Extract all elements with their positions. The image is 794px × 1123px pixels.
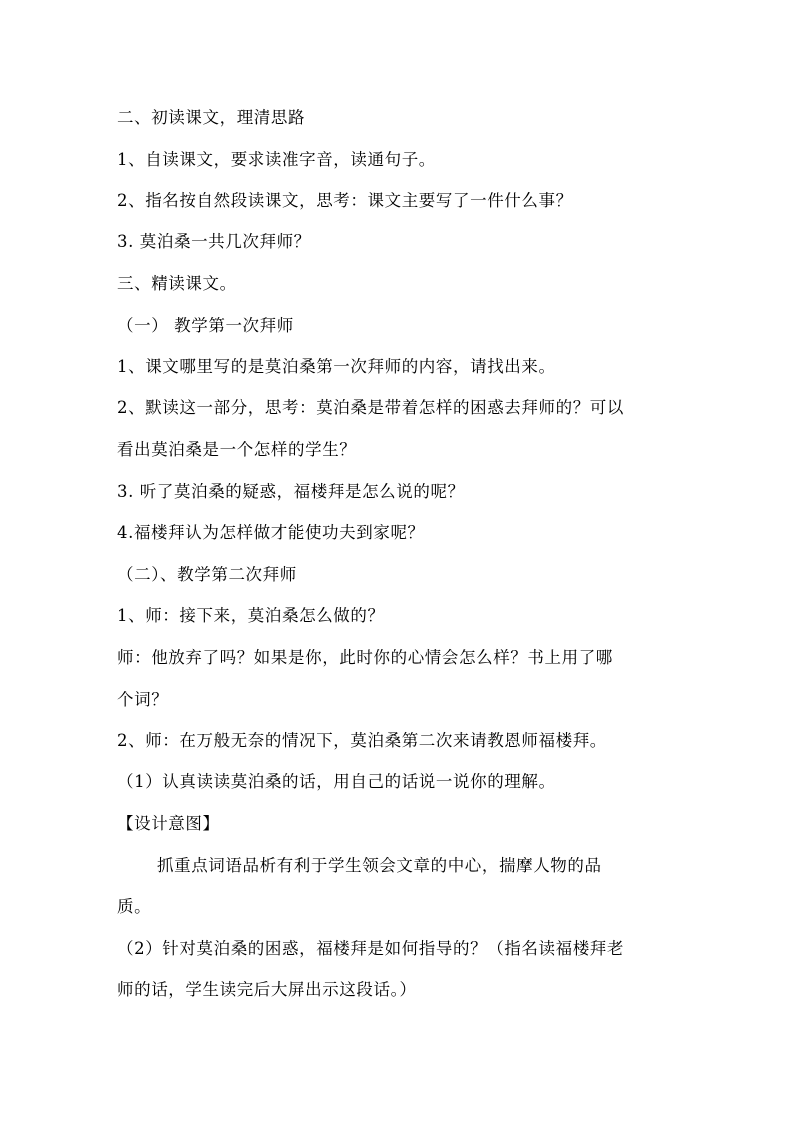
design-intent-text: 抓重点词语品析有利于学生领会文章的中心，揣摩人物的品 <box>157 856 602 875</box>
paragraph-line: 2、师：在万般无奈的情况下，莫泊桑第二次来请教恩师福楼拜。 <box>117 731 607 750</box>
design-intent-text: 质。 <box>117 897 152 916</box>
paragraph-line: 3. 听了莫泊桑的疑惑，福楼拜是怎么说的呢？ <box>117 482 465 501</box>
paragraph-line: 2、指名按自然段读课文，思考：课文主要写了一件什么事？ <box>117 191 573 210</box>
paragraph-line: 1、自读课文，要求读准字音，读通句子。 <box>117 150 436 169</box>
paragraph-line: 个词？ <box>117 690 169 709</box>
paragraph-line: （2）针对莫泊桑的困惑，福楼拜是如何指导的？（指名读福楼拜老 <box>117 939 624 958</box>
paragraph-line: 1、课文哪里写的是莫泊桑第一次拜师的内容，请找出来。 <box>117 357 556 376</box>
paragraph-line: 4.福楼拜认为怎样做才能使功夫到家呢？ <box>117 523 425 542</box>
design-intent-heading: 【设计意图】 <box>117 814 220 833</box>
paragraph-line: 师的话，学生读完后大屏出示这段话。） <box>117 980 417 999</box>
paragraph-line: （1）认真读读莫泊桑的话，用自己的话说一说你的理解。 <box>117 772 556 791</box>
section-heading-close-reading: 三、精读课文。 <box>117 274 237 293</box>
paragraph-line: 师：他放弃了吗？如果是你，此时你的心情会怎么样？书上用了哪 <box>117 648 613 667</box>
paragraph-line: 3. 莫泊桑一共几次拜师？ <box>117 232 311 251</box>
document-page <box>117 0 717 1123</box>
paragraph-line: 2、默读这一部分，思考：莫泊桑是带着怎样的困惑去拜师的？可以 <box>117 398 624 417</box>
subsection-heading-first-visit: （一） 教学第一次拜师 <box>117 316 294 335</box>
paragraph-line: 看出莫泊桑是一个怎样的学生？ <box>117 440 357 459</box>
paragraph-line: 1、师：接下来，莫泊桑怎么做的？ <box>117 606 385 625</box>
section-heading-first-reading: 二、初读课文，理清思路 <box>117 108 306 127</box>
subsection-heading-second-visit: （二）、教学第二次拜师 <box>117 565 297 584</box>
